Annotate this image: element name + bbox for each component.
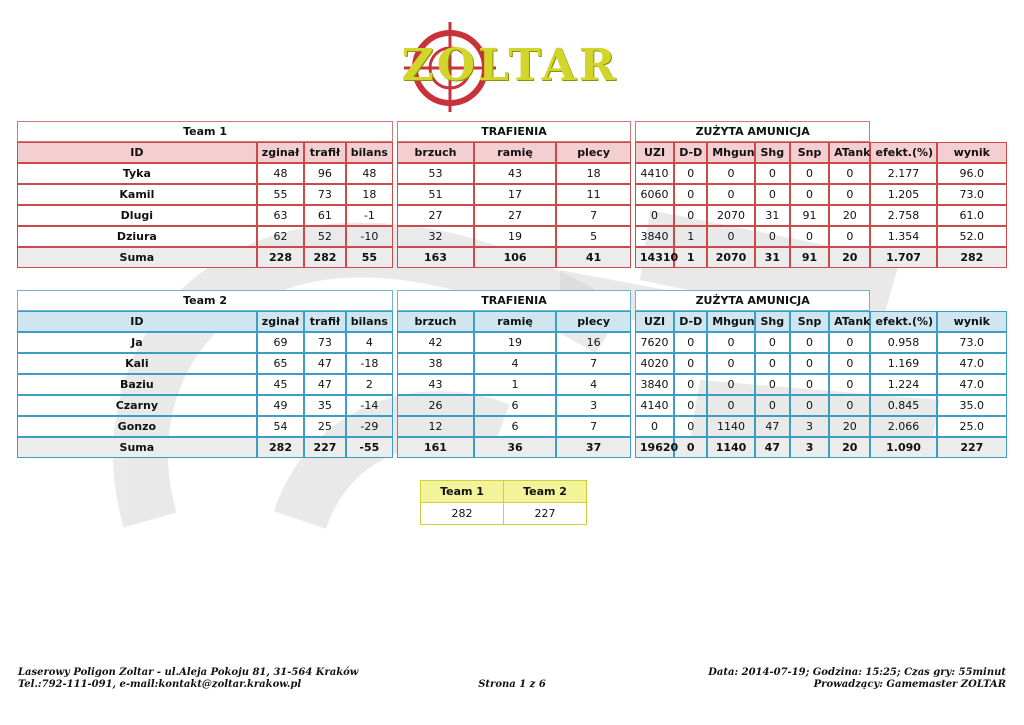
stat-cell: 0 [755,353,790,374]
stat-cell: 4140 [635,395,674,416]
logo-text: ZOLTAR [401,40,619,91]
stat-cell: 7 [556,205,630,226]
stat-cell: 1.169 [870,353,936,374]
stat-cell: 47.0 [937,353,1007,374]
stat-cell: 18 [556,163,630,184]
stat-cell: 62 [257,226,305,247]
team2-group-team: Team 2 [17,290,393,311]
stat-cell: 20 [829,205,870,226]
stat-cell: 11 [556,184,630,205]
stat-cell: 19620 [635,437,674,458]
stat-cell: 47.0 [937,374,1007,395]
stat-cell: 4 [346,332,394,353]
stat-cell: 2070 [707,205,755,226]
table-row [17,205,1007,226]
col-header: bilans [346,311,394,332]
stat-cell: 3 [790,437,829,458]
team1-group-hits: TRAFIENIA [397,121,631,142]
player-name-cell: Kali [17,353,257,374]
col-header: ID [17,311,257,332]
summary-value-team2: 227 [504,503,587,525]
zoltar-logo [400,20,620,112]
stat-cell: 0 [674,395,707,416]
col-header: D-D [674,311,707,332]
col-header: brzuch [397,142,473,163]
stat-cell: 69 [257,332,305,353]
stat-cell: 18 [346,184,394,205]
player-name-cell: Suma [17,437,257,458]
team2-header-row [17,311,1007,332]
stat-cell: 73 [304,184,345,205]
col-header: ATank [829,311,870,332]
stat-cell: 55 [257,184,305,205]
stat-cell: 36 [474,437,557,458]
col-header: ATank [829,142,870,163]
stat-cell: 3840 [635,226,674,247]
col-header: efekt.(%) [870,142,936,163]
stat-cell: 0 [755,332,790,353]
stat-cell: 14310 [635,247,674,268]
stat-cell: 96 [304,163,345,184]
stat-cell: -1 [346,205,394,226]
stat-cell: 0 [707,374,755,395]
team1-table [17,121,1007,268]
col-header: wynik [937,311,1007,332]
stat-cell: 1 [674,226,707,247]
stat-cell: 73 [304,332,345,353]
col-header: Shg [755,142,790,163]
stat-cell: 0 [829,353,870,374]
col-header: Snp [790,311,829,332]
stat-cell: 1.205 [870,184,936,205]
stat-cell: 4 [474,353,557,374]
stat-cell: 0 [829,184,870,205]
col-header: D-D [674,142,707,163]
col-header: ramię [474,311,557,332]
summary-header-team2: Team 2 [504,481,587,503]
stat-cell: 20 [829,437,870,458]
stat-cell: 0 [790,163,829,184]
col-header: UZI [635,142,674,163]
table-row [17,163,1007,184]
stat-cell: 0 [829,374,870,395]
stat-cell: 3 [790,416,829,437]
stat-cell: 49 [257,395,305,416]
col-header: zginał [257,311,305,332]
stat-cell: 25.0 [937,416,1007,437]
sum-row [17,247,1007,268]
stat-cell: 2 [346,374,394,395]
stat-cell: 96.0 [937,163,1007,184]
stat-cell: 4020 [635,353,674,374]
footer-address: Laserowy Poligon Zoltar - ul.Aleja Pokoju 81, 31-564 Kraków [18,667,359,678]
stat-cell: 0 [674,416,707,437]
stat-cell: 91 [790,205,829,226]
stat-cell: 47 [304,374,345,395]
stat-cell: 0 [755,374,790,395]
stat-cell: 0 [829,332,870,353]
stat-cell: 6 [474,416,557,437]
stat-cell: 0 [707,353,755,374]
col-header: Snp [790,142,829,163]
stat-cell: 2070 [707,247,755,268]
footer-contact [18,667,358,691]
stat-cell: 282 [257,437,305,458]
stat-cell: 5 [556,226,630,247]
col-header: Mhgun [707,142,755,163]
col-header: brzuch [397,311,473,332]
stat-cell: 227 [937,437,1007,458]
stat-cell: -29 [346,416,394,437]
stat-cell: 37 [556,437,630,458]
table-row [17,332,1007,353]
stat-cell: 0 [755,184,790,205]
stat-cell: 73.0 [937,332,1007,353]
player-name-cell: Ja [17,332,257,353]
stat-cell: 0 [755,395,790,416]
stat-cell: 19 [474,332,557,353]
stat-cell: 51 [397,184,473,205]
stat-cell: -10 [346,226,394,247]
stat-cell: 0 [707,184,755,205]
team1-group-team: Team 1 [17,121,393,142]
player-name-cell: Baziu [17,374,257,395]
stat-cell: 47 [755,416,790,437]
stat-cell: 0 [707,395,755,416]
stat-cell: 0 [707,332,755,353]
stat-cell: 38 [397,353,473,374]
stat-cell: 0 [790,374,829,395]
stat-cell: 3 [556,395,630,416]
player-name-cell: Kamil [17,184,257,205]
stat-cell: -14 [346,395,394,416]
table-row [17,374,1007,395]
stat-cell: 0 [674,353,707,374]
stat-cell: 282 [304,247,345,268]
sum-row [17,437,1007,458]
stat-cell: 61 [304,205,345,226]
stat-cell: 0 [707,226,755,247]
stat-cell: -55 [346,437,394,458]
footer-gamemaster: Prowadzący: Gamemaster ZOLTAR [813,679,1006,690]
stat-cell: 0 [755,226,790,247]
col-header: ramię [474,142,557,163]
stat-cell: -18 [346,353,394,374]
stat-cell: 6 [474,395,557,416]
stat-cell: 31 [755,205,790,226]
stat-cell: 163 [397,247,473,268]
stat-cell: 1.090 [870,437,936,458]
stat-cell: 2.177 [870,163,936,184]
team2-group-ammo: ZUŻYTA AMUNICJA [635,290,871,311]
stat-cell: 1 [474,374,557,395]
stat-cell: 63 [257,205,305,226]
stat-cell: 0 [674,332,707,353]
stat-cell: 0 [755,163,790,184]
stat-cell: 0 [674,374,707,395]
stat-cell: 0 [635,205,674,226]
col-header: ID [17,142,257,163]
team2-group-hits: TRAFIENIA [397,290,631,311]
col-header: UZI [635,311,674,332]
stat-cell: 0 [790,332,829,353]
col-header: plecy [556,311,630,332]
stat-cell: 2.066 [870,416,936,437]
player-name-cell: Dlugi [17,205,257,226]
stat-cell: 35.0 [937,395,1007,416]
stat-cell: 48 [346,163,394,184]
stat-cell: 65 [257,353,305,374]
stat-cell: 73.0 [937,184,1007,205]
stat-cell: 1.707 [870,247,936,268]
stat-cell: 1140 [707,437,755,458]
player-name-cell: Suma [17,247,257,268]
stat-cell: 55 [346,247,394,268]
stat-cell: 2.758 [870,205,936,226]
summary-header-team1: Team 1 [421,481,504,503]
col-header: trafił [304,311,345,332]
stat-cell: 1 [674,247,707,268]
stat-cell: 27 [474,205,557,226]
stat-cell: 282 [937,247,1007,268]
table-row [17,226,1007,247]
stat-cell: 6060 [635,184,674,205]
stat-cell: 227 [304,437,345,458]
footer-page-number: Strona 1 z 6 [478,679,546,690]
stat-cell: 0 [674,437,707,458]
stat-cell: 0 [674,163,707,184]
stat-cell: 32 [397,226,473,247]
stat-cell: 0 [790,184,829,205]
stat-cell: 4410 [635,163,674,184]
stat-cell: 106 [474,247,557,268]
col-header: trafił [304,142,345,163]
stat-cell: 1.354 [870,226,936,247]
stat-cell: 41 [556,247,630,268]
stat-cell: 19 [474,226,557,247]
stat-cell: 91 [790,247,829,268]
stat-cell: 228 [257,247,305,268]
table-row [17,416,1007,437]
table-row [17,353,1007,374]
stat-cell: 7620 [635,332,674,353]
stat-cell: 3840 [635,374,674,395]
stat-cell: 7 [556,353,630,374]
stat-cell: 0 [829,226,870,247]
stat-cell: 43 [474,163,557,184]
stat-cell: 52 [304,226,345,247]
stat-cell: 43 [397,374,473,395]
stat-cell: 4 [556,374,630,395]
summary-table [420,480,587,525]
stat-cell: 54 [257,416,305,437]
stat-cell: 47 [755,437,790,458]
stat-cell: 0 [790,226,829,247]
stat-cell: 42 [397,332,473,353]
footer-phone-email: Tel.:792-111-091, e-mail:kontakt@zoltar.krakow.pl [18,679,302,690]
stat-cell: 25 [304,416,345,437]
stat-cell: 47 [304,353,345,374]
player-name-cell: Tyka [17,163,257,184]
stat-cell: 161 [397,437,473,458]
stat-cell: 1.224 [870,374,936,395]
stat-cell: 48 [257,163,305,184]
team2-table [17,290,1007,458]
stat-cell: 35 [304,395,345,416]
stat-cell: 0 [829,395,870,416]
player-name-cell: Dziura [17,226,257,247]
stat-cell: 0 [674,205,707,226]
col-header: Shg [755,311,790,332]
col-header: Mhgun [707,311,755,332]
col-header: wynik [937,142,1007,163]
player-name-cell: Czarny [17,395,257,416]
stat-cell: 0 [635,416,674,437]
footer-session-info [708,667,1006,691]
col-header: efekt.(%) [870,311,936,332]
stat-cell: 0.845 [870,395,936,416]
stat-cell: 1140 [707,416,755,437]
stat-cell: 0.958 [870,332,936,353]
footer-date-time: Data: 2014-07-19; Godzina: 15:25; Czas gry: 55minut [708,667,1006,678]
stat-cell: 27 [397,205,473,226]
stat-cell: 53 [397,163,473,184]
stat-cell: 45 [257,374,305,395]
team1-group-ammo: ZUŻYTA AMUNICJA [635,121,871,142]
stat-cell: 0 [829,163,870,184]
stat-cell: 17 [474,184,557,205]
stat-cell: 7 [556,416,630,437]
stat-cell: 0 [790,353,829,374]
stat-cell: 16 [556,332,630,353]
stat-cell: 20 [829,247,870,268]
col-header: zginał [257,142,305,163]
summary-value-team1: 282 [421,503,504,525]
team1-header-row [17,142,1007,163]
stat-cell: 52.0 [937,226,1007,247]
player-name-cell: Gonzo [17,416,257,437]
stat-cell: 0 [707,163,755,184]
col-header: bilans [346,142,394,163]
stat-cell: 0 [790,395,829,416]
stat-cell: 61.0 [937,205,1007,226]
table-row [17,395,1007,416]
stat-cell: 26 [397,395,473,416]
table-row [17,184,1007,205]
col-header: plecy [556,142,630,163]
stat-cell: 0 [674,184,707,205]
stat-cell: 20 [829,416,870,437]
stat-cell: 12 [397,416,473,437]
stat-cell: 31 [755,247,790,268]
